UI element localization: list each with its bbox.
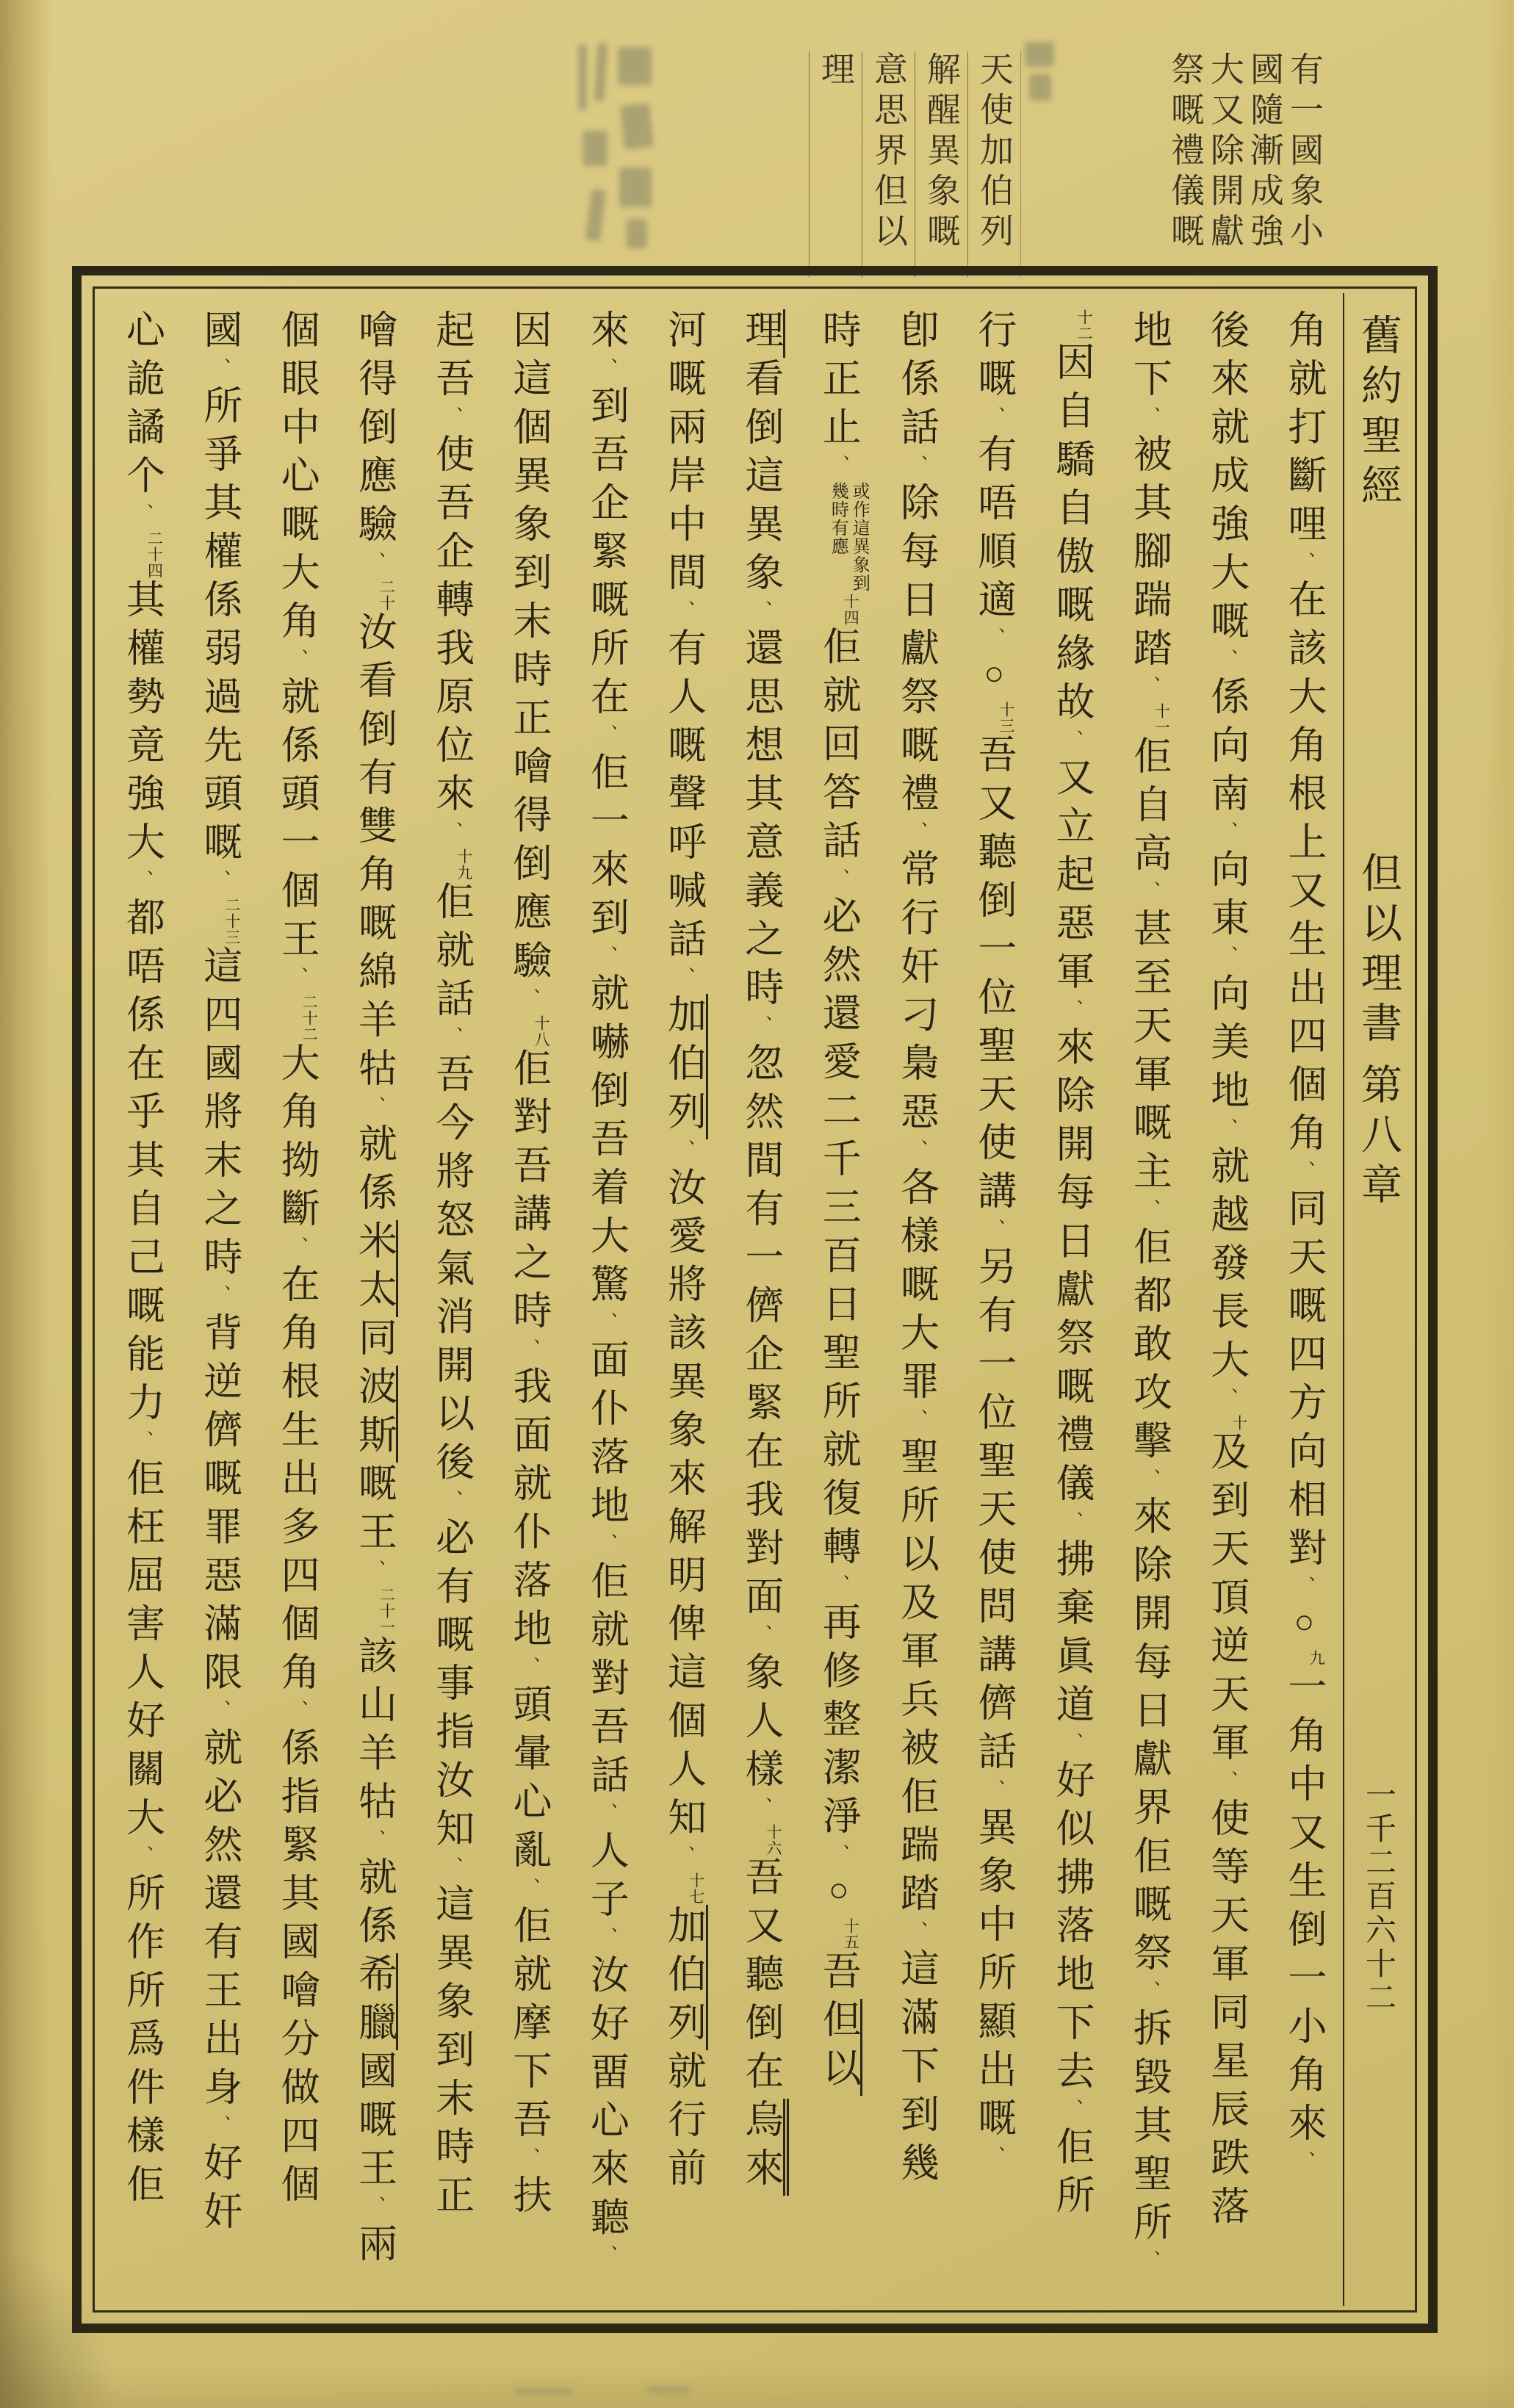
text-column: 噲得倒應驗、二十汝看倒有雙角嘅綿羊牯、就係米太同波斯嘅王、二十一該山羊牯、就係希臘國嘅王、兩	[335, 293, 412, 2306]
page-left-edge-shadow	[0, 0, 51, 2408]
comma-mark: 、	[751, 1797, 771, 1824]
comma-mark: 、	[906, 1921, 926, 1948]
text-column: 角就打斷哩、在該大角根上又生出四個角、同天嘅四方向相對、○九一角中又生倒一小角來、	[1265, 293, 1343, 2306]
comma-mark: 、	[751, 1624, 771, 1651]
comma-mark: 、	[364, 1096, 384, 1123]
comma-mark: 、	[1216, 945, 1236, 973]
comma-mark: 、	[441, 406, 461, 433]
comma-mark: 、	[1139, 406, 1159, 433]
comma-mark: 、	[132, 1845, 152, 1872]
note-column: 祭嘅禮儀嘅	[1167, 51, 1204, 253]
proper-name: 米太	[353, 1220, 398, 1317]
comma-mark: 、	[209, 358, 229, 385]
comma-mark: 、	[441, 1026, 461, 1053]
note-column: 意思界但以	[862, 51, 915, 278]
comma-mark: 、	[1062, 999, 1082, 1026]
proper-name: 但以	[817, 1999, 862, 2096]
comma-mark: 、	[519, 1338, 539, 1366]
comma-mark: 、	[751, 600, 771, 627]
comma-mark: 、	[519, 1878, 539, 1905]
comma-mark: 、	[984, 1219, 1003, 1246]
text-column: 卽係話、除每日獻祭嘅禮、常行奸刁梟惡、各樣嘅大罪、聖所以及軍兵被佢踹踏、這滿下到幾	[895, 309, 938, 2191]
comma-mark: 、	[132, 870, 152, 897]
comma-mark: 、	[1062, 2099, 1082, 2126]
text-column: 理看倒這異象、還思想其意義之時、忽然間有一儕企緊在我對面、象人樣、十六吾又聽倒在烏來	[722, 293, 799, 2306]
text-column: 行嘅、有唔順適、○十三吾又聽倒一位聖天使講、另有一位聖天使問講儕話、異象中所顯出嘅、	[955, 293, 1033, 2306]
comma-mark: 、	[287, 1700, 307, 1727]
verse-number: 十七	[687, 1872, 705, 1905]
text-column: 河嘅兩岸中間、有人嘅聲呼喊話、加伯列、汝愛將該異象來解明俾這個人知、十七加伯列就行前	[644, 293, 721, 2306]
note-column: 有一國象小	[1286, 51, 1323, 253]
verse-number: 十八	[533, 1015, 551, 1048]
comma-mark: 、	[829, 868, 848, 895]
verse-number: 十一	[1153, 703, 1171, 735]
text-column: 後來就成強大嘅、係向南、向東、向美地、就越發長大、十及到天頂逆天軍、使等天軍同星辰跌落	[1187, 293, 1264, 2306]
comma-mark: 、	[1216, 1118, 1236, 1145]
text-column: 因這個異象到末時正噲得倒應驗、十八佢對吾講之時、我面就仆落地、頭暈心亂、佢就摩下吾、扶	[490, 293, 567, 2306]
comma-mark: 、	[132, 1430, 152, 1457]
note-column: 國隨漸成強	[1246, 51, 1283, 253]
title-column	[1343, 293, 1412, 2306]
text-column: 地下、被其腳踹踏、十一佢自高、甚至天軍嘅主、佢都敢攻擊、來除開每日獻界佢嘅祭、拆毀其聖所、	[1110, 293, 1187, 2306]
comma-mark: 、	[364, 1829, 384, 1856]
comma-mark: 、	[1294, 2151, 1313, 2178]
comma-mark: 、	[906, 821, 926, 848]
comma-mark: 、	[596, 1533, 616, 1560]
section-ring: ○	[1286, 1603, 1323, 1650]
text-column: 起吾、使吾企轉我原位來、十九佢就話、吾今將怒氣消開以後、必有嘅事指汝知、這異象到末時正	[412, 293, 489, 2306]
verse-number: 十二	[1075, 309, 1094, 342]
comma-mark: 、	[287, 1236, 307, 1264]
comma-mark: 、	[596, 945, 616, 973]
proper-name: 波斯	[353, 1366, 398, 1463]
comma-mark: 、	[519, 2147, 539, 2174]
verse-number: 二十四	[145, 530, 164, 579]
note-column: 天使加伯列	[967, 51, 1021, 278]
verse-number: 二十一	[378, 1587, 396, 1635]
text-column: 心詭譎个、二十四其權勢竟強大、都唔係在乎其自己嘅能力、佢枉屈害人好關大、所作所爲件樣佢	[103, 293, 180, 2306]
note-column: 解醒異象嘅	[915, 51, 967, 278]
comma-mark: 、	[441, 821, 461, 848]
comma-mark: 、	[596, 1927, 616, 1954]
note-column: 理	[809, 51, 862, 278]
comma-mark: 、	[829, 1844, 848, 1871]
proper-name: 希臘	[353, 1953, 398, 2050]
header-note-right	[1164, 51, 1324, 278]
comma-mark: 、	[209, 870, 229, 897]
comma-mark: 、	[132, 503, 152, 530]
verse-number: 十六	[764, 1824, 782, 1856]
comma-mark: 、	[906, 1139, 926, 1167]
comma-mark: 、	[984, 627, 1003, 655]
comma-mark: 、	[364, 2196, 384, 2223]
comma-mark: 、	[1139, 881, 1159, 908]
proper-name: 理	[740, 309, 785, 358]
comma-mark: 、	[674, 1139, 693, 1167]
comma-mark: 、	[1139, 1980, 1159, 2008]
comma-mark: 、	[674, 600, 693, 627]
note-column: 大又除開獻	[1206, 51, 1244, 253]
comma-mark: 、	[1294, 1161, 1313, 1188]
section-ring: ○	[975, 655, 1013, 702]
comma-mark: 、	[1216, 649, 1236, 676]
stamp-smudge	[575, 43, 689, 252]
comma-mark: 、	[751, 1015, 771, 1042]
text-column: 個眼中心嘅大角、就係頭一個王、二十二大角拗斷、在角根生出多四個角、係指緊其國噲分做四個	[258, 293, 335, 2306]
text-column: 十二因自驕自傲嘅緣故、又立起惡軍、來除開每日獻祭嘅禮儀、拂棄眞道、好似拂落地下去、佢所	[1033, 293, 1110, 2306]
verse-number: 十	[1230, 1415, 1248, 1431]
comma-mark: 、	[674, 1845, 693, 1872]
comma-mark: 、	[829, 1574, 848, 1601]
comma-mark: 、	[1216, 821, 1236, 848]
comma-mark: 、	[209, 2115, 229, 2142]
comma-mark: 、	[596, 724, 616, 751]
comma-mark: 、	[1139, 1468, 1159, 1496]
chapter-heading: 第八章	[1355, 1063, 1401, 1213]
stamp-smudge	[514, 2384, 779, 2398]
verse-number: 九	[1308, 1650, 1325, 1666]
comma-mark: 、	[209, 1700, 229, 1727]
proper-name: 加伯列	[663, 994, 708, 1139]
book-frame-inner-rule	[93, 286, 1417, 2313]
comma-mark: 、	[287, 967, 307, 994]
verse-number: 十五	[842, 1918, 860, 1950]
verse-number: 二十三	[223, 897, 241, 945]
comma-mark: 、	[1062, 1732, 1082, 1759]
verse-number: 二十二	[300, 994, 319, 1042]
comma-mark: 、	[441, 1490, 461, 1517]
interlinear-note: 或作這異象到幾時有應	[828, 482, 869, 592]
verse-number: 十四	[842, 594, 860, 626]
comma-mark: 、	[1062, 729, 1082, 757]
page-right-edge-shadow	[1485, 0, 1514, 2408]
header-note-left	[810, 51, 1021, 278]
comma-mark: 、	[674, 967, 693, 994]
comma-mark: 、	[1216, 1388, 1236, 1415]
comma-mark: 、	[1294, 552, 1313, 579]
section-ring: ○	[820, 1871, 858, 1918]
book-title: 舊約聖經	[1355, 314, 1401, 513]
comma-mark: 、	[906, 455, 926, 482]
section-title: 但以理書	[1355, 851, 1401, 1051]
comma-mark: 、	[209, 1285, 229, 1312]
comma-mark: 、	[519, 1657, 539, 1684]
comma-mark: 、	[984, 406, 1003, 433]
comma-mark: 、	[984, 2146, 1003, 2173]
comma-mark: 、	[1216, 1770, 1236, 1798]
comma-mark: 、	[1294, 1576, 1313, 1603]
verse-number: 十三	[997, 702, 1015, 734]
comma-mark: 、	[1139, 1199, 1159, 1226]
comma-mark: 、	[364, 1560, 384, 1587]
page-number: 一千二百六十二	[1361, 1778, 1395, 2015]
comma-mark: 、	[1062, 1511, 1082, 1538]
comma-mark: 、	[287, 649, 307, 676]
stamp-smudge	[1023, 40, 1061, 107]
comma-mark: 、	[519, 988, 539, 1015]
comma-mark: 、	[1139, 2250, 1159, 2277]
comma-mark: 、	[364, 552, 384, 579]
place-name: 烏來	[740, 2099, 789, 2196]
text-column: 國、所爭其權係弱過先頭嘅、二十三這四國將末之時、背逆儕嘅罪惡滿限、就必然還有王出身、好奸	[181, 293, 258, 2306]
page-content	[98, 293, 1412, 2306]
comma-mark: 、	[441, 1856, 461, 1883]
verse-number: 二十	[378, 579, 396, 611]
text-column: 時正止、或作這異象到幾時有應十四佢就回答話、必然還愛二千三百日聖所就復轉、再修整潔淨、○十五吾但以	[817, 309, 869, 2096]
comma-mark: 、	[596, 358, 616, 385]
verse-number: 十九	[455, 848, 473, 881]
comma-mark: 、	[596, 1312, 616, 1339]
comma-mark: 、	[829, 455, 848, 482]
comma-mark: 、	[906, 1409, 926, 1436]
comma-mark: 、	[596, 1803, 616, 1830]
comma-mark: 、	[984, 1779, 1003, 1806]
book-frame	[72, 266, 1438, 2333]
proper-name: 加伯列	[663, 1905, 708, 2050]
comma-mark: 、	[596, 2245, 616, 2272]
text-column: 來、到吾企緊嘅所在、佢一來到、就嚇倒吾着大驚、面仆落地、佢就對吾話、人子、汝好畱心來聽、	[585, 309, 628, 2272]
comma-mark: 、	[1139, 676, 1159, 703]
